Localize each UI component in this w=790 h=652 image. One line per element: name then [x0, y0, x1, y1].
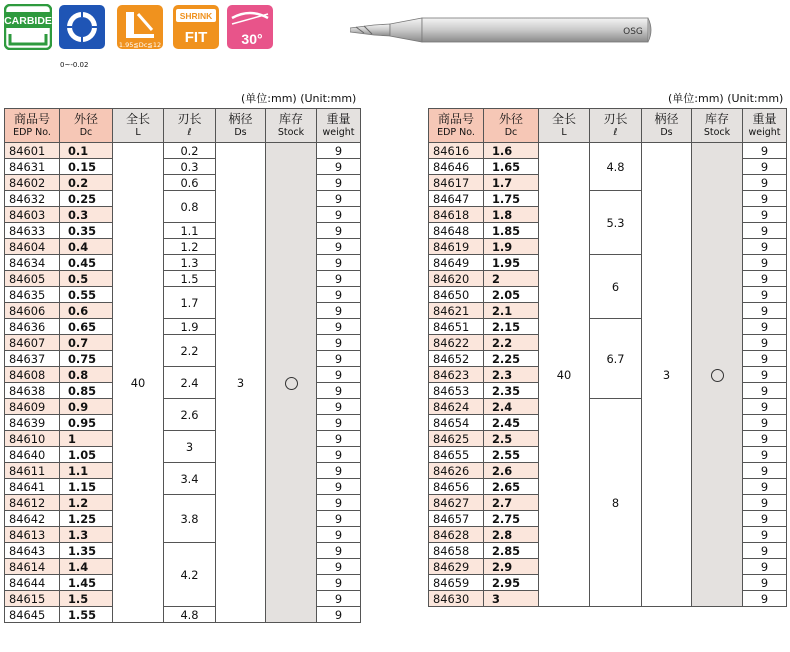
dc-cell: 1.2	[60, 495, 113, 511]
weight-cell: 9	[317, 463, 361, 479]
dc-cell: 1.7	[484, 175, 539, 191]
edp-cell: 84608	[5, 367, 60, 383]
flute-length-cell: 8	[590, 399, 642, 607]
weight-cell: 9	[743, 207, 787, 223]
dc-cell: 2.15	[484, 319, 539, 335]
edp-cell: 84629	[429, 559, 484, 575]
dc-cell: 0.55	[60, 287, 113, 303]
dc-cell: 2.3	[484, 367, 539, 383]
flute-length-cell: 0.6	[164, 175, 216, 191]
edp-cell: 84653	[429, 383, 484, 399]
flute-length-cell: 3.8	[164, 495, 216, 543]
flute-length-cell: 2.2	[164, 335, 216, 367]
header-shank: 柄径 Ds	[642, 109, 692, 143]
header-edp: 商品号 EDP No.	[5, 109, 60, 143]
edp-cell: 84624	[429, 399, 484, 415]
edp-cell: 84601	[5, 143, 60, 159]
svg-text:FIT: FIT	[184, 29, 208, 46]
length-cell: 40	[539, 143, 590, 607]
edp-cell: 84628	[429, 527, 484, 543]
weight-cell: 9	[317, 479, 361, 495]
dc-cell: 1.35	[60, 543, 113, 559]
edp-cell: 84614	[5, 559, 60, 575]
weight-cell: 9	[317, 303, 361, 319]
weight-cell: 9	[317, 607, 361, 623]
header-dc: 外径 Dc	[60, 109, 113, 143]
svg-text:OSG: OSG	[623, 27, 643, 37]
edp-cell: 84654	[429, 415, 484, 431]
dc-cell: 0.15	[60, 159, 113, 175]
edp-cell: 84621	[429, 303, 484, 319]
dc-cell: 1	[60, 431, 113, 447]
weight-cell: 9	[743, 143, 787, 159]
edp-cell: 84636	[5, 319, 60, 335]
dc-cell: 1.95	[484, 255, 539, 271]
dc-cell: 0.1	[60, 143, 113, 159]
edp-cell: 84643	[5, 543, 60, 559]
header-stock: 库存 Stock	[692, 109, 743, 143]
edp-cell: 84659	[429, 575, 484, 591]
svg-text:CARBIDE: CARBIDE	[4, 15, 52, 27]
flute-length-cell: 1.7	[164, 287, 216, 319]
weight-cell: 9	[317, 255, 361, 271]
edp-cell: 84648	[429, 223, 484, 239]
tolerance-icon	[58, 4, 106, 50]
shrink-fit-icon	[172, 4, 220, 50]
dc-cell: 2.45	[484, 415, 539, 431]
weight-cell: 9	[317, 591, 361, 607]
weight-cell: 9	[317, 543, 361, 559]
dc-cell: 0.8	[60, 367, 113, 383]
flute-length-cell: 0.8	[164, 191, 216, 223]
weight-cell: 9	[317, 527, 361, 543]
edp-cell: 84641	[5, 479, 60, 495]
weight-cell: 9	[743, 527, 787, 543]
edp-cell: 84658	[429, 543, 484, 559]
edp-cell: 84647	[429, 191, 484, 207]
edp-cell: 84606	[5, 303, 60, 319]
weight-cell: 9	[317, 159, 361, 175]
flute-length-cell: 4.8	[590, 143, 642, 191]
dc-cell: 2.55	[484, 447, 539, 463]
edp-cell: 84642	[5, 511, 60, 527]
weight-cell: 9	[317, 495, 361, 511]
weight-cell: 9	[317, 399, 361, 415]
stock-circle-icon	[711, 369, 724, 382]
edp-cell: 84602	[5, 175, 60, 191]
weight-cell: 9	[743, 175, 787, 191]
edp-cell: 84646	[429, 159, 484, 175]
carbide-badge-icon	[4, 4, 52, 50]
dc-cell: 1.75	[484, 191, 539, 207]
weight-cell: 9	[317, 319, 361, 335]
header-flute-length: 刃长 ℓ	[164, 109, 216, 143]
dc-cell: 0.35	[60, 223, 113, 239]
weight-cell: 9	[743, 399, 787, 415]
dc-cell: 0.3	[60, 207, 113, 223]
dc-cell: 2.7	[484, 495, 539, 511]
flute-length-cell: 1.2	[164, 239, 216, 255]
header-length: 全长 L	[539, 109, 590, 143]
flute-length-cell: 5.3	[590, 191, 642, 255]
unit-note-left: (单位:mm) (Unit:mm)	[241, 92, 357, 105]
edp-cell: 84635	[5, 287, 60, 303]
dc-cell: 2.6	[484, 463, 539, 479]
edp-cell: 84627	[429, 495, 484, 511]
edp-cell: 84651	[429, 319, 484, 335]
dc-cell: 1.25	[60, 511, 113, 527]
weight-cell: 9	[317, 191, 361, 207]
header-edp: 商品号 EDP No.	[429, 109, 484, 143]
edp-cell: 84637	[5, 351, 60, 367]
edp-cell: 84633	[5, 223, 60, 239]
weight-cell: 9	[743, 495, 787, 511]
dc-cell: 0.75	[60, 351, 113, 367]
weight-cell: 9	[317, 239, 361, 255]
weight-cell: 9	[743, 463, 787, 479]
weight-cell: 9	[743, 559, 787, 575]
weight-cell: 9	[317, 415, 361, 431]
weight-cell: 9	[743, 383, 787, 399]
edp-cell: 84615	[5, 591, 60, 607]
weight-cell: 9	[743, 255, 787, 271]
dc-cell: 1.45	[60, 575, 113, 591]
edp-cell: 84623	[429, 367, 484, 383]
flute-length-cell: 6	[590, 255, 642, 319]
dc-cell: 2.95	[484, 575, 539, 591]
weight-cell: 9	[743, 543, 787, 559]
spec-table-right	[428, 108, 787, 607]
edp-cell: 84618	[429, 207, 484, 223]
dc-cell: 0.85	[60, 383, 113, 399]
edp-cell: 84644	[5, 575, 60, 591]
header-dc: 外径 Dc	[484, 109, 539, 143]
dc-cell: 2.65	[484, 479, 539, 495]
edp-cell: 84625	[429, 431, 484, 447]
edp-cell: 84616	[429, 143, 484, 159]
weight-cell: 9	[743, 431, 787, 447]
edp-cell: 84603	[5, 207, 60, 223]
edp-cell: 84640	[5, 447, 60, 463]
weight-cell: 9	[317, 431, 361, 447]
weight-cell: 9	[743, 591, 787, 607]
flute-length-cell: 2.6	[164, 399, 216, 431]
spec-table-left	[4, 108, 361, 623]
table-row	[5, 143, 361, 159]
dc-cell: 2.1	[484, 303, 539, 319]
svg-text:SHRINK: SHRINK	[179, 11, 213, 21]
edp-cell: 84645	[5, 607, 60, 623]
dc-cell: 1.05	[60, 447, 113, 463]
dc-cell: 1.1	[60, 463, 113, 479]
header-stock: 库存 Stock	[266, 109, 317, 143]
weight-cell: 9	[743, 415, 787, 431]
flute-length-cell: 1.9	[164, 319, 216, 335]
edp-cell: 84619	[429, 239, 484, 255]
dc-cell: 0.7	[60, 335, 113, 351]
flute-length-cell: 0.2	[164, 143, 216, 159]
flute-length-cell: 1.5	[164, 271, 216, 287]
tolerance-label: 0~-0.02	[60, 61, 89, 69]
weight-cell: 9	[317, 175, 361, 191]
weight-cell: 9	[743, 335, 787, 351]
edp-cell: 84656	[429, 479, 484, 495]
weight-cell: 9	[317, 223, 361, 239]
dc-cell: 1.6	[484, 143, 539, 159]
edp-cell: 84638	[5, 383, 60, 399]
dc-cell: 2.8	[484, 527, 539, 543]
edp-cell: 84620	[429, 271, 484, 287]
dc-cell: 0.45	[60, 255, 113, 271]
dc-cell: 2.5	[484, 431, 539, 447]
flute-length-cell: 1.3	[164, 255, 216, 271]
weight-cell: 9	[743, 479, 787, 495]
shank-cell: 3	[642, 143, 692, 607]
dc-cell: 0.5	[60, 271, 113, 287]
svg-text:1.95≦Dc≦12: 1.95≦Dc≦12	[118, 41, 162, 49]
edp-cell: 84604	[5, 239, 60, 255]
shank-range-icon	[116, 4, 164, 50]
weight-cell: 9	[743, 447, 787, 463]
svg-text:30°: 30°	[241, 31, 263, 47]
weight-cell: 9	[317, 351, 361, 367]
edp-cell: 84630	[429, 591, 484, 607]
edp-cell: 84650	[429, 287, 484, 303]
edp-cell: 84631	[5, 159, 60, 175]
dc-cell: 2.05	[484, 287, 539, 303]
dc-cell: 2.2	[484, 335, 539, 351]
edp-cell: 84632	[5, 191, 60, 207]
header-flute-length: 刃长 ℓ	[590, 109, 642, 143]
dc-cell: 1.65	[484, 159, 539, 175]
edp-cell: 84622	[429, 335, 484, 351]
weight-cell: 9	[317, 335, 361, 351]
weight-cell: 9	[743, 271, 787, 287]
edp-cell: 84634	[5, 255, 60, 271]
dc-cell: 1.15	[60, 479, 113, 495]
edp-cell: 84611	[5, 463, 60, 479]
dc-cell: 1.9	[484, 239, 539, 255]
table-row	[429, 143, 787, 159]
weight-cell: 9	[743, 303, 787, 319]
weight-cell: 9	[743, 511, 787, 527]
dc-cell: 0.2	[60, 175, 113, 191]
dc-cell: 1.4	[60, 559, 113, 575]
dc-cell: 1.3	[60, 527, 113, 543]
weight-cell: 9	[743, 159, 787, 175]
dc-cell: 0.95	[60, 415, 113, 431]
weight-cell: 9	[317, 511, 361, 527]
weight-cell: 9	[743, 287, 787, 303]
edp-cell: 84655	[429, 447, 484, 463]
weight-cell: 9	[317, 207, 361, 223]
dc-cell: 0.9	[60, 399, 113, 415]
weight-cell: 9	[743, 223, 787, 239]
weight-cell: 9	[317, 575, 361, 591]
edp-cell: 84613	[5, 527, 60, 543]
dc-cell: 2.9	[484, 559, 539, 575]
header-length: 全长 L	[113, 109, 164, 143]
header-weight: 重量 weight	[743, 109, 787, 143]
dc-cell: 1.8	[484, 207, 539, 223]
edp-cell: 84607	[5, 335, 60, 351]
dc-cell: 2.25	[484, 351, 539, 367]
weight-cell: 9	[317, 559, 361, 575]
flute-length-cell: 4.2	[164, 543, 216, 607]
edp-cell: 84612	[5, 495, 60, 511]
flute-length-cell: 3.4	[164, 463, 216, 495]
flute-length-cell: 0.3	[164, 159, 216, 175]
edp-cell: 84657	[429, 511, 484, 527]
weight-cell: 9	[317, 143, 361, 159]
weight-cell: 9	[317, 383, 361, 399]
stock-cell	[266, 143, 317, 623]
length-cell: 40	[113, 143, 164, 623]
weight-cell: 9	[317, 367, 361, 383]
dc-cell: 0.25	[60, 191, 113, 207]
shank-cell: 3	[216, 143, 266, 623]
dc-cell: 2.85	[484, 543, 539, 559]
helix-angle-icon	[226, 4, 274, 50]
dc-cell: 1.85	[484, 223, 539, 239]
dc-cell: 1.5	[60, 591, 113, 607]
dc-cell: 1.55	[60, 607, 113, 623]
dc-cell: 3	[484, 591, 539, 607]
edp-cell: 84605	[5, 271, 60, 287]
edp-cell: 84626	[429, 463, 484, 479]
header-weight: 重量 weight	[317, 109, 361, 143]
flute-length-cell: 4.8	[164, 607, 216, 623]
unit-note-right: (单位:mm) (Unit:mm)	[668, 92, 784, 105]
dc-cell: 2	[484, 271, 539, 287]
edp-cell: 84617	[429, 175, 484, 191]
dc-cell: 0.65	[60, 319, 113, 335]
dc-cell: 2.4	[484, 399, 539, 415]
edp-cell: 84610	[5, 431, 60, 447]
dc-cell: 0.4	[60, 239, 113, 255]
header-shank: 柄径 Ds	[216, 109, 266, 143]
weight-cell: 9	[317, 447, 361, 463]
edp-cell: 84609	[5, 399, 60, 415]
edp-cell: 84649	[429, 255, 484, 271]
dc-cell: 0.6	[60, 303, 113, 319]
flute-length-cell: 6.7	[590, 319, 642, 399]
edp-cell: 84652	[429, 351, 484, 367]
stock-cell	[692, 143, 743, 607]
dc-cell: 2.75	[484, 511, 539, 527]
weight-cell: 9	[317, 287, 361, 303]
flute-length-cell: 1.1	[164, 223, 216, 239]
weight-cell: 9	[743, 575, 787, 591]
weight-cell: 9	[743, 319, 787, 335]
weight-cell: 9	[743, 351, 787, 367]
edp-cell: 84639	[5, 415, 60, 431]
dc-cell: 2.35	[484, 383, 539, 399]
weight-cell: 9	[317, 271, 361, 287]
end-mill-illustration	[350, 10, 655, 52]
stock-circle-icon	[285, 377, 298, 390]
flute-length-cell: 2.4	[164, 367, 216, 399]
flute-length-cell: 3	[164, 431, 216, 463]
weight-cell: 9	[743, 239, 787, 255]
weight-cell: 9	[743, 191, 787, 207]
weight-cell: 9	[743, 367, 787, 383]
